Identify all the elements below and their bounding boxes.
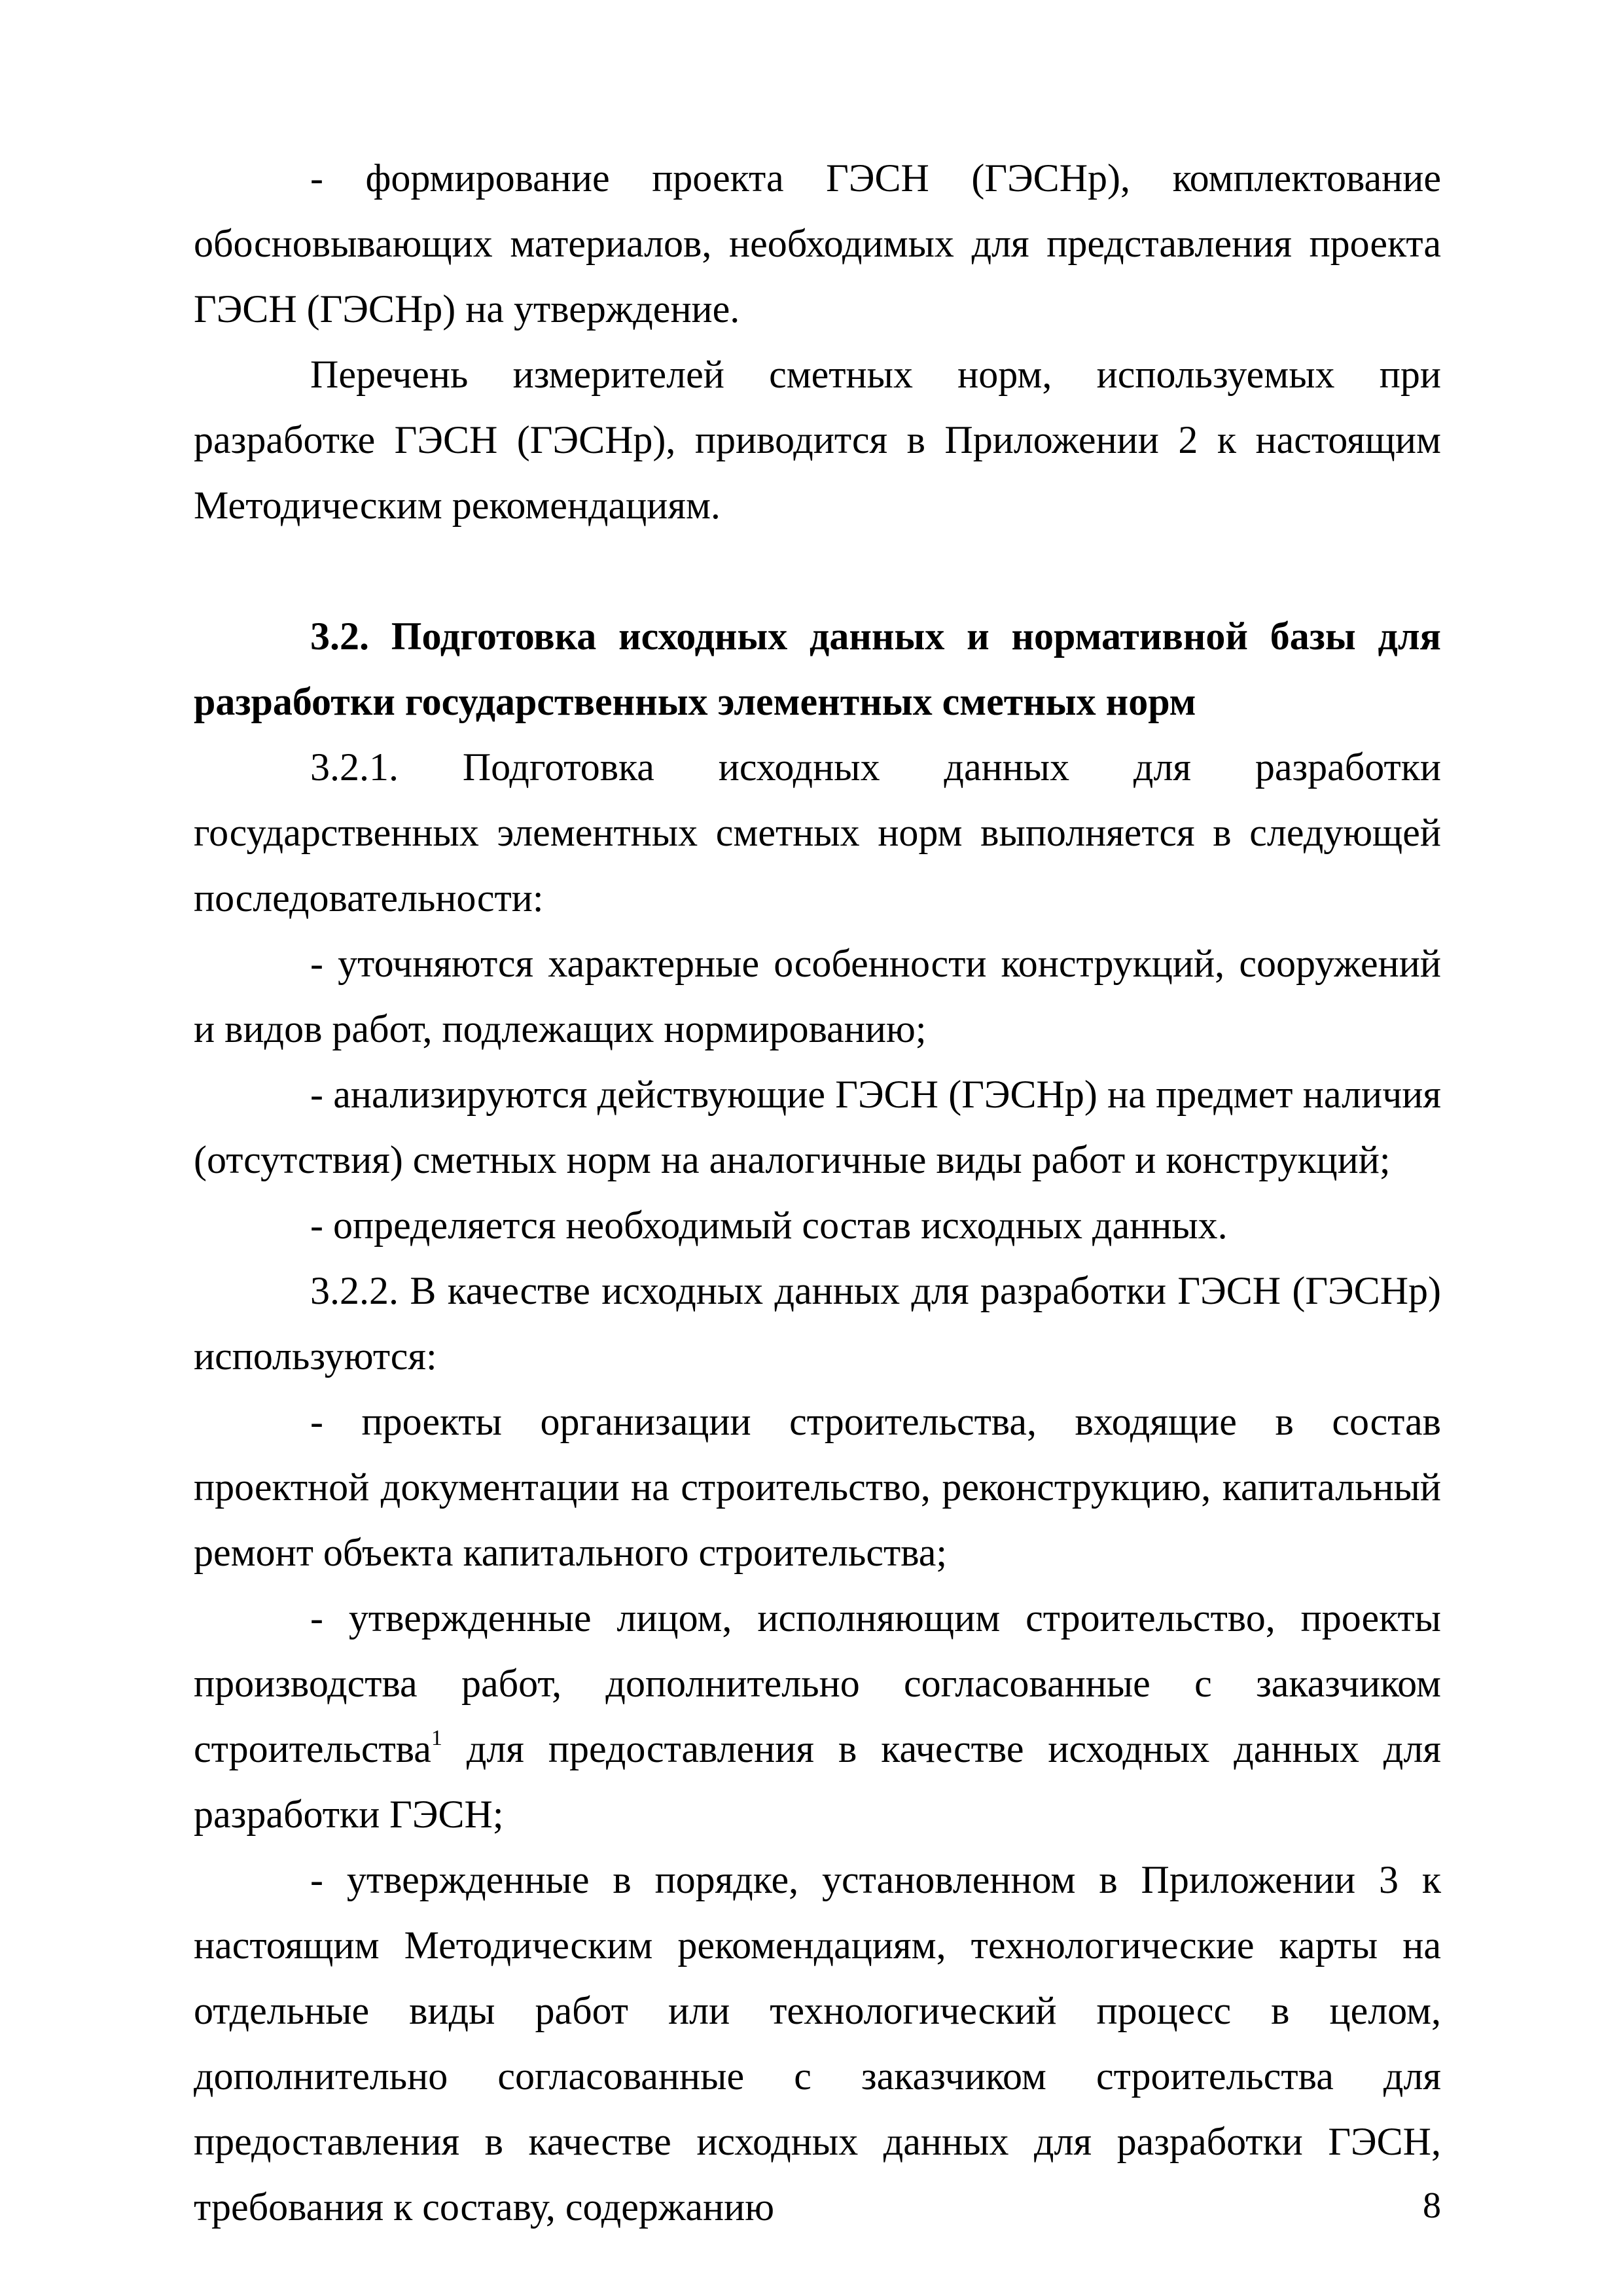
paragraph-list-item: - утвержденные в порядке, установленном в Приложении 3 к настоящим Методическим рекомендациям, технологические карты на отдельные виды работ или технологический процесс в целом, дополнительно согласованные с заказчиком строительства для предоставления в качестве исходных данных для разработки ГЭСН, требования к составу, содержанию <box>194 1858 1441 2229</box>
page-body <box>194 145 1441 2240</box>
paragraph-text: для предоставления в качестве исходных данных для разработки ГЭСН; <box>194 1727 1441 1836</box>
paragraph: Перечень измерителей сметных норм, используемых при разработке ГЭСН (ГЭСНр), приводится в Приложении 2 к настоящим Методическим рекомендациям. <box>194 353 1441 527</box>
paragraph-list-item: - проекты организации строительства, входящие в состав проектной документации на строительство, реконструкцию, капитальный ремонт объекта капитального строительства; <box>194 1400 1441 1574</box>
page-number: 8 <box>1423 2185 1441 2226</box>
footnote-reference: 1 <box>431 1726 442 1750</box>
paragraph-text: - утвержденные лицом, исполняющим строительство, проекты производства работ, дополнительно согласованные с заказчиком строительства <box>194 1596 1441 1770</box>
section-heading: 3.2. Подготовка исходных данных и нормативной базы для разработки государственных элементных сметных норм <box>194 615 1441 723</box>
paragraph: 3.2.1. Подготовка исходных данных для разработки государственных элементных сметных норм выполняется в следующей последовательности: <box>194 745 1441 920</box>
paragraph-list-item: - определяется необходимый состав исходных данных. <box>310 1204 1228 1247</box>
paragraph-list-item: - уточняются характерные особенности конструкций, сооружений и видов работ, подлежащих нормированию; <box>194 942 1441 1050</box>
paragraph-list-item <box>194 1585 1441 1847</box>
paragraph-list-item: - анализируются действующие ГЭСН (ГЭСНр) на предмет наличия (отсутствия) сметных норм на аналогичные виды работ и конструкций; <box>194 1073 1441 1181</box>
paragraph-list-item: - формирование проекта ГЭСН (ГЭСНр), комплектование обосновывающих материалов, необходимых для представления проекта ГЭСН (ГЭСНр) на утверждение. <box>194 156 1441 331</box>
paragraph: 3.2.2. В качестве исходных данных для разработки ГЭСН (ГЭСНр) используются: <box>194 1269 1441 1378</box>
